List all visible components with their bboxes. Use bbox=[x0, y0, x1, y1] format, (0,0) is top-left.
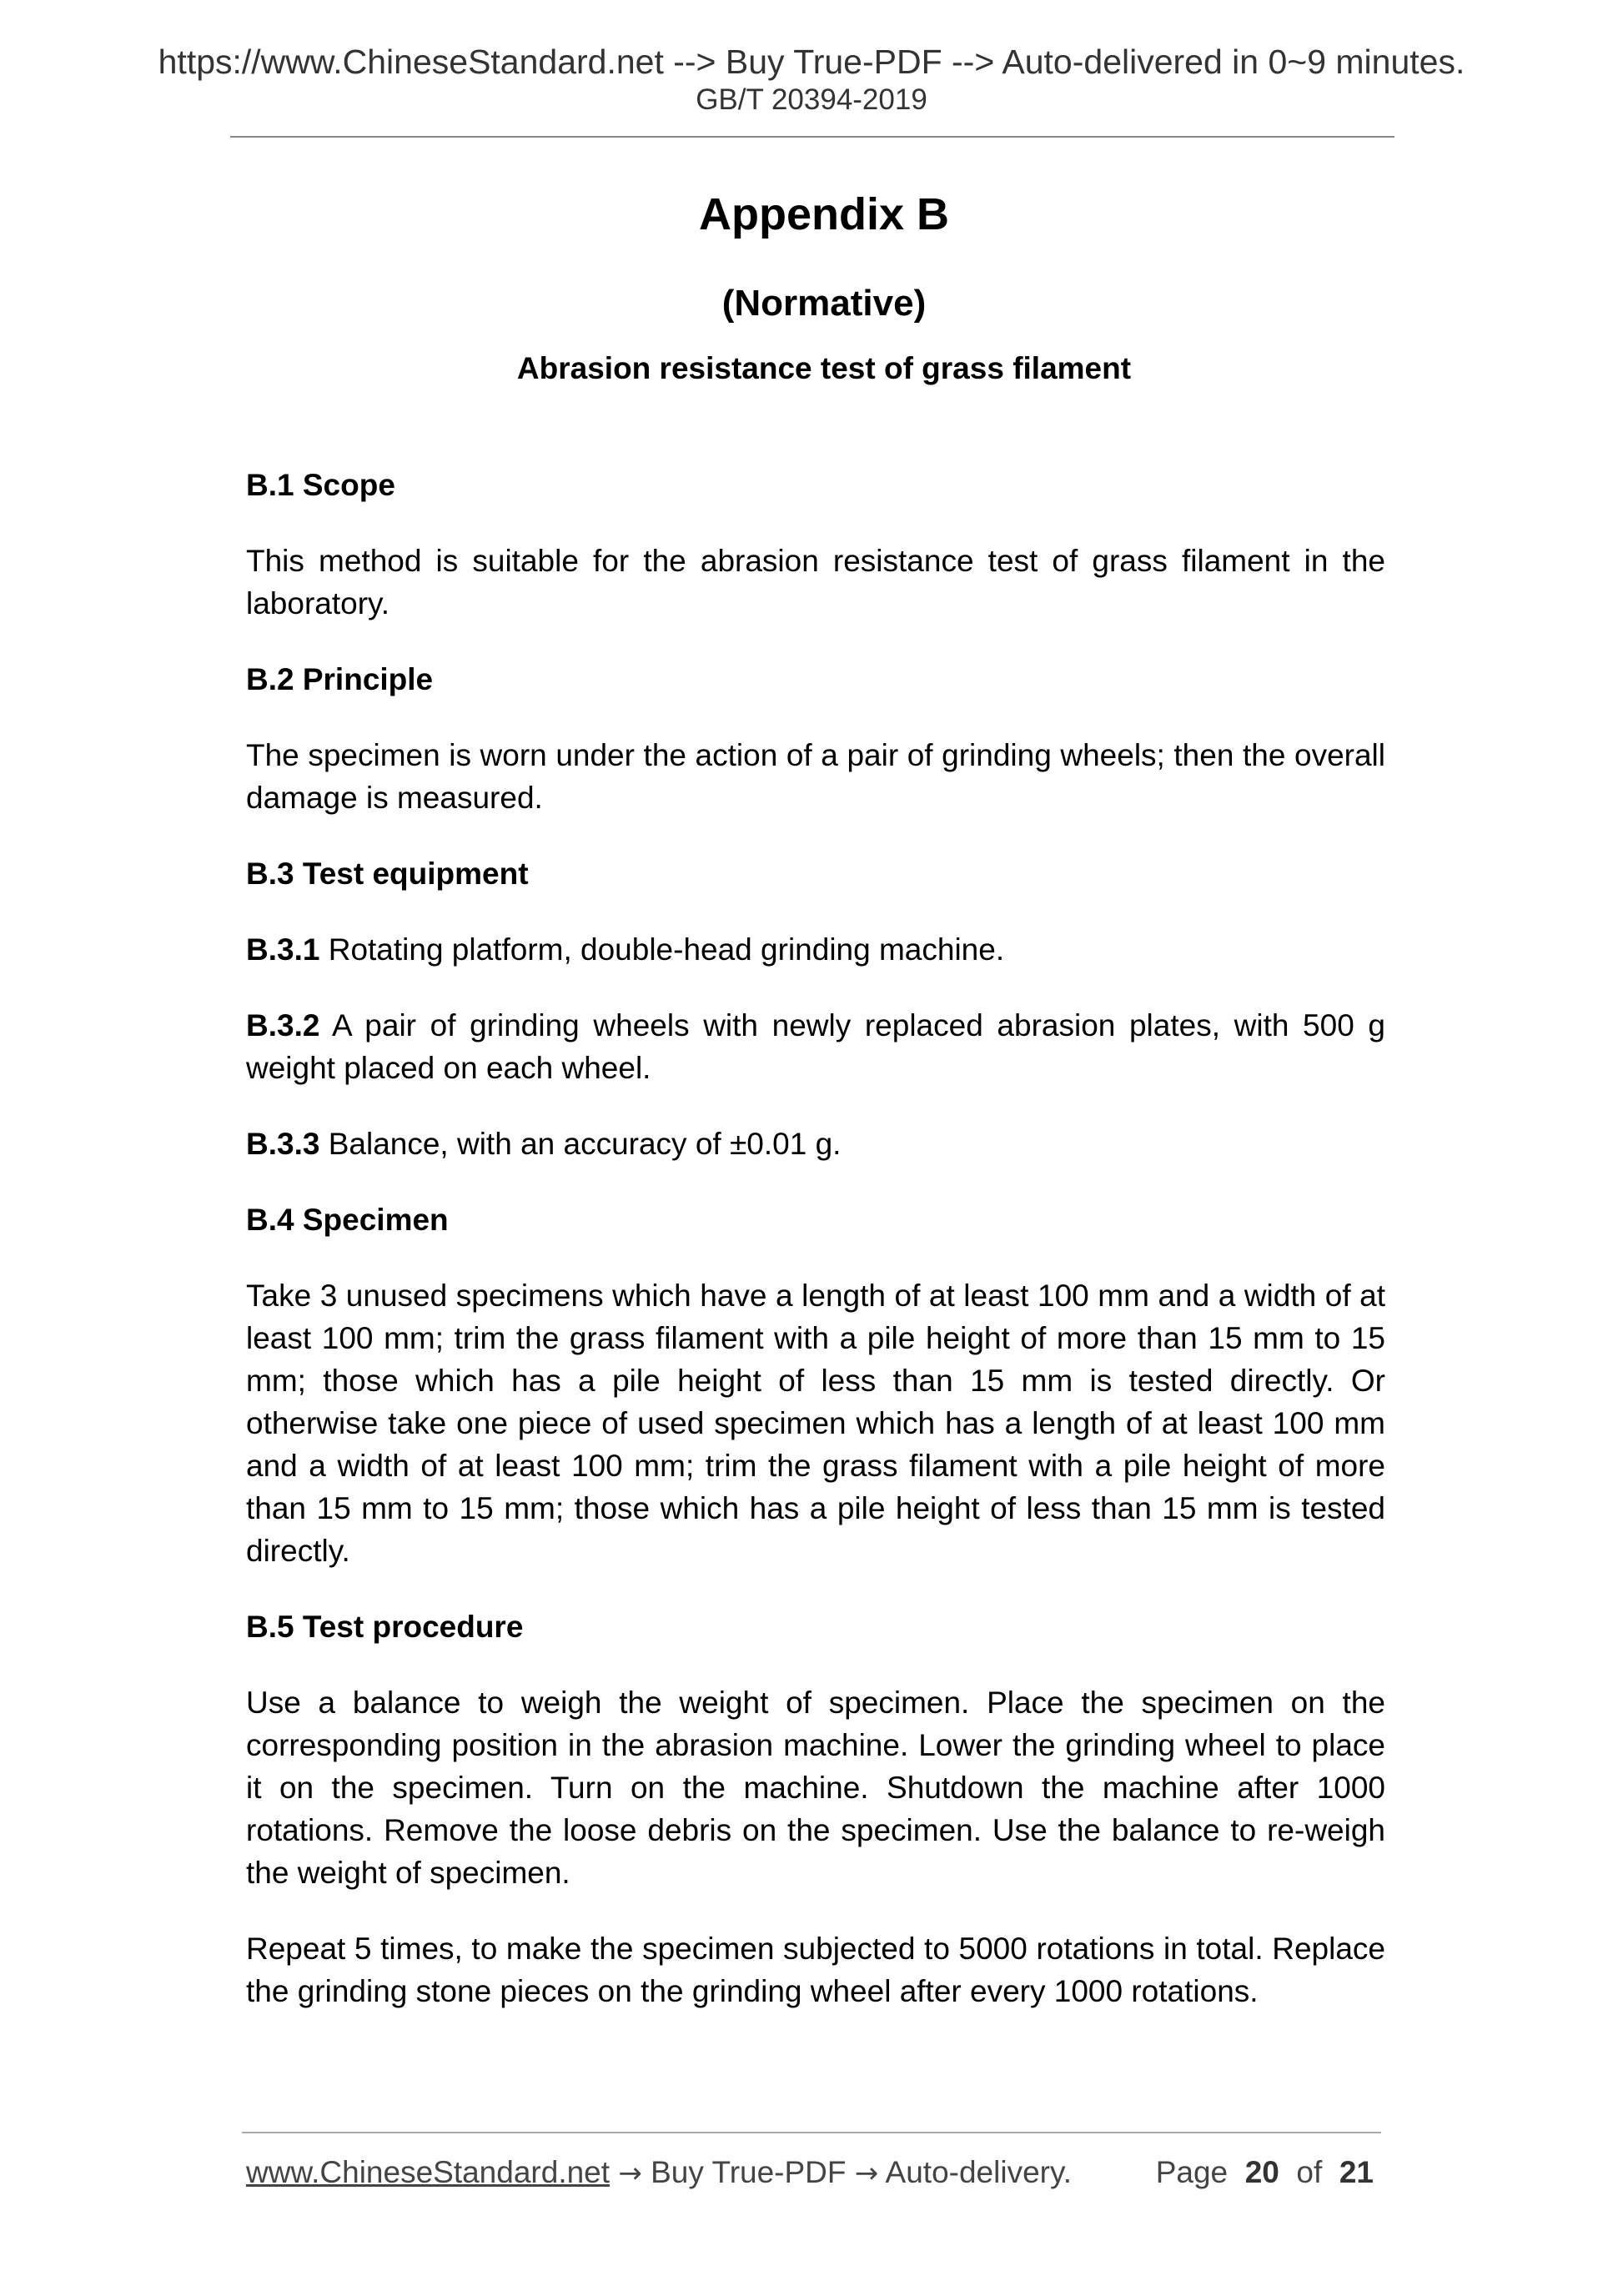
arrow-right-icon: → bbox=[854, 2157, 879, 2190]
item-number: B.3.2 bbox=[246, 1008, 320, 1042]
principle-paragraph: The specimen is worn under the action of a pair of grinding wheels; then the overall damage is measured. bbox=[246, 738, 1385, 815]
procedure-paragraph-1: Use a balance to weigh the weight of specimen. Place the specimen on the corresponding position in the abrasion machine. Lower the grinding wheel to place it on the specimen. Turn on the machine. Shutdown the machine after 1000 rotations. Remove the loose debris on the specimen. Use the balance to re-weigh the weight of specimen. bbox=[246, 1686, 1385, 1890]
appendix-title: Appendix B bbox=[698, 189, 949, 239]
section-heading-test-equipment: B.3 Test equipment bbox=[246, 857, 529, 891]
equipment-item-b33 bbox=[246, 1123, 1385, 1165]
section-heading-test-procedure: B.5 Test procedure bbox=[246, 1610, 524, 1644]
specimen-paragraph: Take 3 unused specimens which have a length of at least 100 mm and a width of at least 100 mm; trim the grass filament with a pile height of more than 15 mm to 15 mm; those which has a pile height of less than 15 mm is tested directly. Or otherwise take one piece of used specimen which has a length of at least 100 mm and a width of at least 100 mm; trim the grass filament with a pile height of more than 15 mm to 15 mm; those which has a pile height of less than 15 mm is tested directly. bbox=[246, 1279, 1385, 1568]
page-indicator bbox=[1156, 2157, 1374, 2188]
item-text: A pair of grinding wheels with newly replaced abrasion plates, with 500 g weight placed on each wheel. bbox=[246, 1008, 1385, 1085]
of-label: of bbox=[1296, 2155, 1323, 2189]
section-heading-scope: B.1 Scope bbox=[246, 468, 395, 502]
auto-delivery-text: Auto-delivery. bbox=[885, 2155, 1073, 2189]
page-number: 20 bbox=[1244, 2155, 1279, 2189]
arrow-right-icon: → bbox=[618, 2157, 642, 2190]
item-number: B.3.3 bbox=[246, 1127, 320, 1161]
document-body bbox=[246, 464, 1385, 2046]
equipment-item-b31 bbox=[246, 928, 1385, 971]
item-number: B.3.1 bbox=[246, 932, 320, 967]
total-pages: 21 bbox=[1339, 2155, 1374, 2189]
procedure-paragraph-2: Repeat 5 times, to make the specimen subjected to 5000 rotations in total. Replace the grinding stone pieces on the grinding wheel after every 1000 rotations. bbox=[246, 1932, 1385, 2008]
page-footer bbox=[246, 2157, 1385, 2188]
page-label: Page bbox=[1155, 2155, 1229, 2189]
buy-true-pdf-text: Buy True-PDF bbox=[651, 2155, 847, 2189]
section-heading-specimen: B.4 Specimen bbox=[246, 1203, 449, 1237]
item-text: Balance, with an accuracy of ±0.01 g. bbox=[319, 1127, 842, 1161]
header-divider bbox=[230, 136, 1394, 138]
scope-paragraph: This method is suitable for the abrasion resistance test of grass filament in the laboratory. bbox=[246, 544, 1385, 620]
footer-divider bbox=[242, 2132, 1381, 2133]
standard-code: GB/T 20394-2019 bbox=[696, 83, 927, 116]
site-link[interactable]: www.ChineseStandard.net bbox=[246, 2155, 611, 2189]
appendix-subtitle: Abrasion resistance test of grass filament bbox=[516, 351, 1132, 385]
appendix-kind: (Normative) bbox=[721, 283, 927, 324]
equipment-item-b32 bbox=[246, 1004, 1385, 1089]
section-heading-principle: B.2 Principle bbox=[246, 662, 434, 696]
item-text: Rotating platform, double-head grinding machine. bbox=[319, 932, 1005, 967]
header-banner: https://www.ChineseStandard.net --> Buy True-PDF --> Auto-delivered in 0~9 minutes. bbox=[158, 43, 1465, 81]
